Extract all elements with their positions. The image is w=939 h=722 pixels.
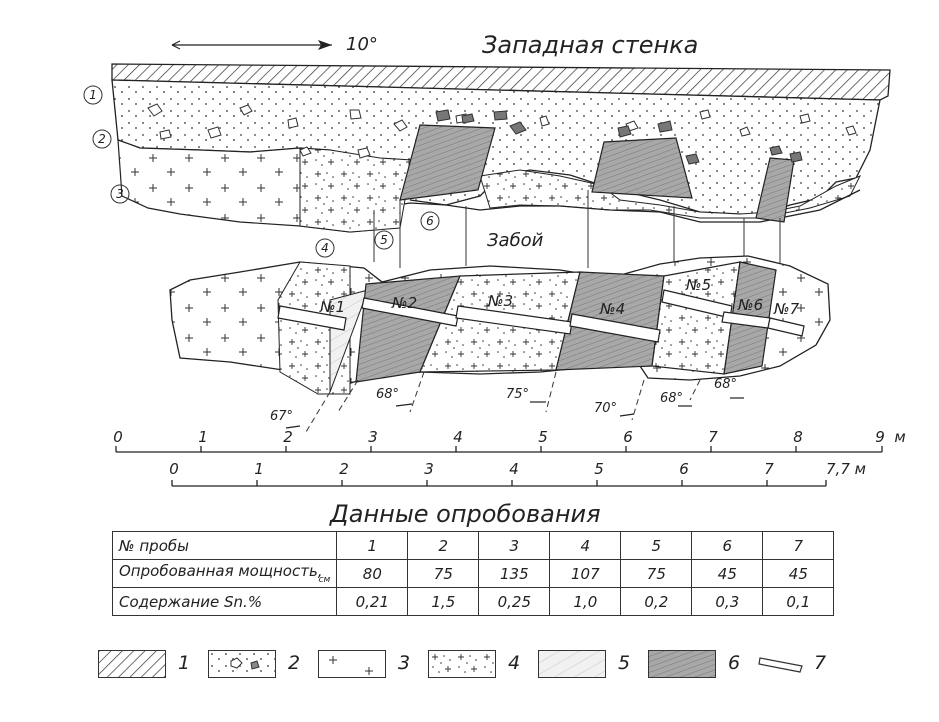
table-cell: 3 [479, 532, 550, 560]
dip-angle: 70° [594, 401, 618, 416]
legend-swatch-hatch [98, 650, 166, 678]
scale-tick: 2 [339, 460, 349, 478]
legend-number: 3 [398, 652, 411, 674]
scale-bar-top [116, 446, 882, 452]
scale-bottom-ticks [169, 460, 866, 478]
table-row [113, 532, 834, 560]
table-cell: 45 [692, 560, 763, 588]
sample-label: №6 [738, 296, 764, 314]
table-cell: 1,0 [550, 588, 621, 616]
table-title: Данные опробования [330, 500, 601, 528]
scale-tick: 7 [708, 428, 718, 446]
legend-number: 1 [178, 652, 191, 674]
row-header-thickness [113, 560, 337, 588]
scale-tick: 0 [169, 460, 179, 478]
sample-label: №1 [320, 298, 346, 316]
table-cell: 135 [479, 560, 550, 588]
legend-swatch-plus [318, 650, 386, 678]
sample-label: №3 [488, 292, 514, 310]
table-row [113, 560, 834, 588]
sample-label: №2 [392, 294, 418, 312]
scale-tick: 5 [594, 460, 604, 478]
table-cell: 75 [621, 560, 692, 588]
scale-top-ticks [113, 428, 905, 446]
circled-label: 6 [426, 214, 434, 228]
row-header-sample-number: № пробы [113, 532, 337, 560]
scale-end-label: 7,7 м [826, 460, 866, 478]
dip-angle: 67° [270, 409, 294, 424]
legend-number: 6 [728, 652, 741, 674]
table-cell: 7 [763, 532, 834, 560]
dip-angle: 68° [376, 387, 400, 402]
north-arrow [172, 34, 378, 55]
face-section [170, 256, 830, 394]
circled-label: 2 [98, 132, 106, 146]
legend-number: 7 [814, 652, 827, 674]
scale-tick: 6 [623, 428, 633, 446]
scale-tick: 1 [198, 428, 208, 446]
scale-tick: 4 [453, 428, 463, 446]
table-cell: 1,5 [408, 588, 479, 616]
sample-label: №5 [686, 276, 712, 294]
wall-title: Западная стенка [482, 31, 699, 59]
table-cell: 80 [337, 560, 408, 588]
scale-tick: 0 [113, 428, 123, 446]
table-cell: 0,3 [692, 588, 763, 616]
table-cell: 0,21 [337, 588, 408, 616]
legend-swatch-channel [758, 654, 804, 674]
scale-tick: 5 [538, 428, 548, 446]
table-cell: 0,1 [763, 588, 834, 616]
row-header-sn-content: Содержание Sn.% [113, 588, 337, 616]
scale-tick: 9 [875, 428, 885, 446]
scale-unit: м [894, 428, 906, 446]
sampling-data-table [112, 531, 834, 616]
sample-label: №4 [600, 300, 626, 318]
table-cell: 6 [692, 532, 763, 560]
row-header-thickness-label: Опробованная мощность, [119, 562, 323, 580]
table-cell: 1 [337, 532, 408, 560]
legend-number: 4 [508, 652, 521, 674]
face-label: Забой [487, 230, 544, 251]
circled-label: 5 [380, 233, 388, 247]
legend-number: 5 [618, 652, 631, 674]
table-cell: 45 [763, 560, 834, 588]
circled-label: 4 [321, 241, 329, 255]
scale-tick: 3 [368, 428, 378, 446]
west-wall-section [112, 64, 890, 232]
azimuth-label: 10° [346, 34, 378, 55]
dip-angle: 68° [714, 377, 738, 392]
sample-label: №7 [774, 300, 800, 318]
legend [98, 646, 858, 682]
table-cell: 2 [408, 532, 479, 560]
dip-angle: 75° [506, 387, 530, 402]
dip-angle: 68° [660, 391, 684, 406]
table-cell: 0,25 [479, 588, 550, 616]
scale-tick: 4 [509, 460, 519, 478]
scale-tick: 6 [679, 460, 689, 478]
circled-label: 1 [89, 88, 97, 102]
legend-swatch-gravel [208, 650, 276, 678]
circled-label: 3 [116, 187, 124, 201]
scale-tick: 1 [254, 460, 264, 478]
table-cell: 4 [550, 532, 621, 560]
table-cell: 5 [621, 532, 692, 560]
legend-number: 2 [288, 652, 301, 674]
table-cell: 107 [550, 560, 621, 588]
thickness-unit: см [318, 575, 331, 585]
scale-bar-bottom [172, 480, 826, 486]
legend-swatch-dark [648, 650, 716, 678]
scale-tick: 3 [424, 460, 434, 478]
legend-swatch-light [538, 650, 606, 678]
legend-swatch-plus-dots [428, 650, 496, 678]
table-cell: 0,2 [621, 588, 692, 616]
scale-tick: 2 [283, 428, 293, 446]
table-row [113, 588, 834, 616]
scale-tick: 7 [764, 460, 774, 478]
table-cell: 75 [408, 560, 479, 588]
scale-tick: 8 [793, 428, 803, 446]
